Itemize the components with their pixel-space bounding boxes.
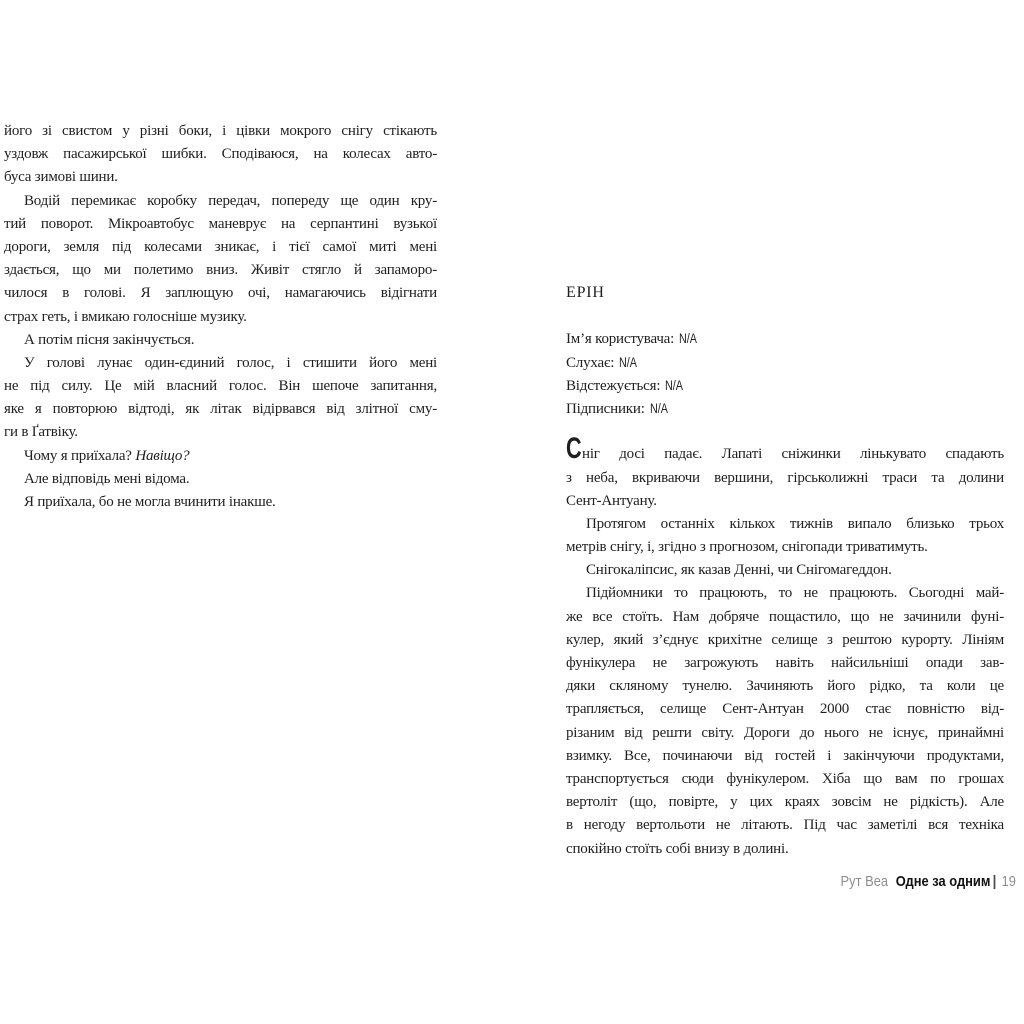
profile-meta bbox=[566, 327, 1004, 420]
line-text: трапляється, селище Сент-Антуан 2000 стає повністю від- bbox=[566, 701, 1004, 718]
text-line bbox=[4, 491, 437, 514]
meta-line bbox=[566, 397, 1004, 420]
line-text: буса зимові шини. bbox=[4, 169, 118, 186]
line-text: Водій перемикає коробку передач, попереду ще один кру- bbox=[24, 192, 437, 209]
line-text: Але відповідь мені відома. bbox=[24, 470, 190, 487]
chapter-heading: ЕРІН bbox=[566, 284, 605, 301]
line-text: різаним від решти світу. Дороги до нього не існує, принаймні bbox=[566, 724, 1004, 741]
text-line bbox=[4, 190, 437, 213]
line-text: здається, що ми полетимо вниз. Живіт стягло й запаморо- bbox=[4, 262, 437, 279]
line-text: фунікулера не загрожують навіть найсильніші опади зав- bbox=[566, 655, 1004, 671]
text-line bbox=[4, 120, 437, 143]
right-page bbox=[566, 281, 1004, 861]
line-text: кулер, який з’єднує крихітне селище з рештою курорту. Лініям bbox=[566, 631, 1004, 648]
line-italic-text: Навіщо? bbox=[135, 447, 190, 464]
line-text: дяки скляному тунелю. Зачиняють його рідко, та коли це bbox=[566, 678, 1004, 695]
line-text: дороги, земля під колесами зникає, і тієї самої миті мені bbox=[4, 238, 437, 255]
line-text: У голові лунає один-єдиний голос, і стишити його мені bbox=[24, 354, 437, 371]
meta-value: N/A bbox=[665, 377, 684, 393]
meta-label: Відстежується: bbox=[566, 377, 661, 394]
drop-cap: С bbox=[566, 432, 582, 466]
line-text: взимку. Все, починаючи від гостей і закінчуючи продуктами, bbox=[566, 747, 1004, 764]
meta-label: Ім’я користувача: bbox=[566, 331, 675, 348]
meta-line bbox=[566, 374, 1004, 397]
line-text: уздовж пасажирської шибки. Сподіваюся, на колесах авто- bbox=[4, 146, 437, 163]
line-text: Протягом останніх кількох тижнів випало близько трьох bbox=[586, 515, 1004, 532]
line-text: транспортується сюди фунікулером. Хіба що вам по грошах bbox=[566, 770, 1004, 787]
line-text: Я приїхала, бо не могла вчинити інакше. bbox=[24, 494, 276, 510]
text-line bbox=[4, 445, 437, 468]
footer-page-number: 19 bbox=[1001, 873, 1016, 890]
line-text: Сент-Антуану. bbox=[566, 492, 657, 509]
line-text: з неба, вкриваючи вершини, гірськолижні траси та долини bbox=[566, 469, 1004, 486]
line-text: же все стоїть. Нам добряче пощастило, що не зачинили фуні- bbox=[566, 608, 1004, 625]
text-line bbox=[566, 513, 1004, 536]
footer-divider bbox=[994, 875, 996, 889]
text-line bbox=[566, 629, 1004, 652]
text-line bbox=[4, 236, 437, 259]
line-text: чилося в голові. Я заплющую очі, намагаючись відігнати bbox=[4, 285, 437, 302]
text-line bbox=[4, 306, 437, 329]
text-line bbox=[4, 375, 437, 398]
line-text: спокійно стоїть собі внизу в долині. bbox=[566, 840, 789, 857]
text-line bbox=[4, 259, 437, 282]
line-text: Снігокаліпсис, як казав Денні, чи Снігомагеддон. bbox=[586, 562, 892, 579]
text-line bbox=[566, 432, 1004, 466]
text-line bbox=[566, 467, 1004, 490]
left-page-text bbox=[4, 120, 437, 514]
line-text: в негоду вертольоти не літають. Під час заметілі вся техніка bbox=[566, 817, 1004, 834]
line-text: А потім пісня закінчується. bbox=[24, 331, 195, 348]
text-line bbox=[4, 468, 437, 491]
text-line bbox=[566, 745, 1004, 768]
meta-value: N/A bbox=[679, 331, 698, 347]
text-line bbox=[4, 329, 437, 352]
text-line bbox=[4, 398, 437, 421]
line-text: не під силу. Це мій власний голос. Він шепоче запитання, bbox=[4, 378, 437, 395]
text-line bbox=[4, 352, 437, 375]
text-line bbox=[566, 582, 1004, 605]
text-line bbox=[566, 791, 1004, 814]
text-line bbox=[566, 698, 1004, 721]
text-line bbox=[566, 536, 1004, 559]
line-text: яке я повторюю відтоді, як літак відірвався від злітної сму- bbox=[4, 401, 437, 418]
text-line bbox=[566, 838, 1004, 861]
text-line bbox=[566, 490, 1004, 513]
line-text: Підйомники то працюють, то не працюють. Сьогодні май- bbox=[586, 585, 1004, 602]
line-text: ніг досі падає. Лапаті сніжинки лінькувато спадають bbox=[582, 446, 1004, 463]
text-line bbox=[566, 722, 1004, 745]
text-line bbox=[566, 814, 1004, 837]
line-text: страх геть, і вмикаю голосніше музику. bbox=[4, 308, 247, 325]
text-line bbox=[4, 421, 437, 444]
page-footer bbox=[841, 872, 1016, 892]
meta-label: Підписники: bbox=[566, 400, 645, 417]
meta-line bbox=[566, 327, 1004, 350]
footer-book-title: Одне за одним bbox=[895, 873, 991, 890]
text-line bbox=[566, 652, 1004, 675]
footer-author: Рут Веа bbox=[840, 873, 889, 890]
line-text: Чому я приїхала? bbox=[24, 447, 136, 464]
line-text: його зі свистом у різні боки, і цівки мокрого снігу стікають bbox=[4, 123, 437, 139]
meta-label: Слухає: bbox=[566, 354, 615, 371]
text-line bbox=[4, 166, 437, 189]
text-line bbox=[566, 559, 1004, 582]
right-page-body-text bbox=[566, 432, 1004, 860]
text-line bbox=[566, 606, 1004, 629]
text-line bbox=[4, 282, 437, 305]
line-text: вертоліт (що, повірте, у цих краях зовсім не рідкість). Але bbox=[566, 794, 1004, 811]
text-line bbox=[4, 213, 437, 236]
meta-line bbox=[566, 351, 1004, 374]
meta-value: N/A bbox=[649, 400, 668, 416]
text-line bbox=[566, 675, 1004, 698]
text-line bbox=[4, 143, 437, 166]
line-text: тий поворот. Мікроавтобус маневрує на серпантині вузької bbox=[4, 215, 437, 232]
line-text: метрів снігу, і, згідно з прогнозом, снігопади триватимуть. bbox=[566, 539, 928, 556]
line-text: ги в Ґатвіку. bbox=[4, 424, 78, 441]
meta-value: N/A bbox=[619, 354, 638, 370]
text-line bbox=[566, 768, 1004, 791]
